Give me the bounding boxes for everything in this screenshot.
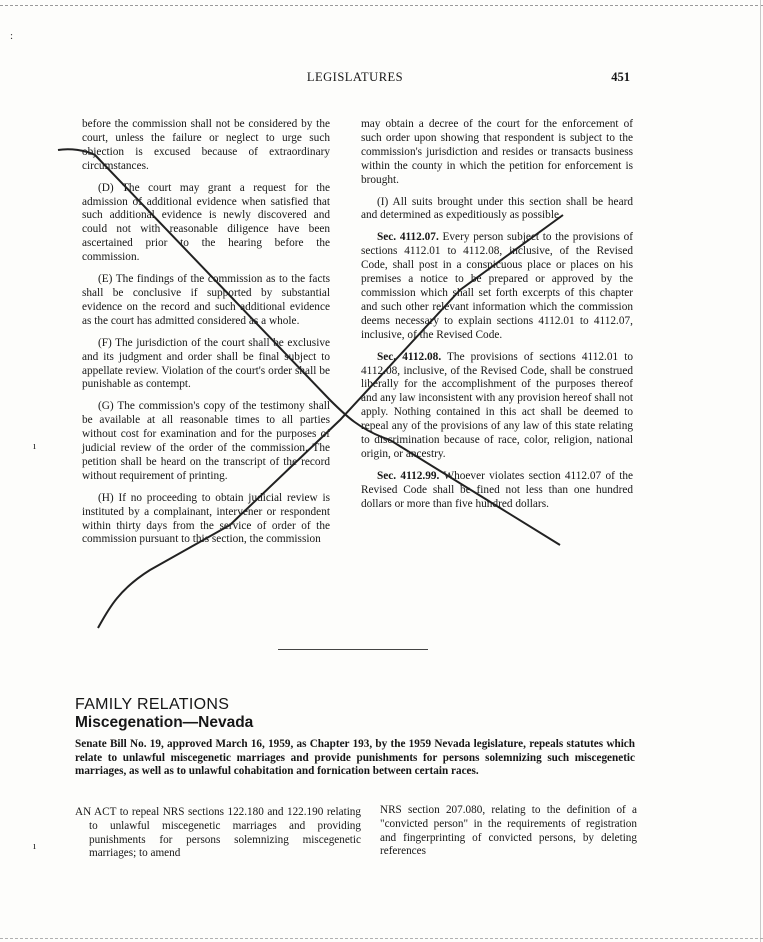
paragraph: (H) If no proceeding to obtain judicial review is instituted by a complainant, intervener or respondent within thirty days from the service of order of the commission pursuant to this section, the commission — [82, 491, 330, 546]
section-text: Every person subject to the provisions of sections 4112.01 to 4112.08, inclusive, of the Revised Code, shall post in a conspicuous place or places on his premises a notice to be prepared or approved by the commission which shall set forth excerpts of this chapter and such other relevant information which the commission deems necessary to explain sections 4112.01 to 4112.07, inclusive, of the Revised Code. — [361, 231, 634, 341]
paragraph: (F) The jurisdiction of the court shall be exclusive and its judgment and order shall be final subject to appellate review. Violation of the court's order shall be punishable as contempt. — [82, 336, 330, 391]
paragraph: (G) The commission's copy of the testimony shall be available at all reasonable times to all parties without cost for examination and for the purposes of judicial review of the order of the commission. The petition shall be heard on the transcript of the record without requirement of printing. — [82, 400, 330, 482]
paragraph: (I) All suits brought under this section shall be heard and determined as expeditiously as possible. — [361, 195, 633, 222]
section-text: Whoever violates section 4112.07 of the Revised Code shall be fined not less than one hundred dollars or more than five hundred dollars. — [361, 469, 633, 510]
paragraph: (D) The court may grant a request for the admission of additional evidence when satisfied that such additional evidence is newly discovered and could not with reasonable diligence have been ascertained prior to the hearing before the commission. — [82, 181, 330, 264]
act-text-left: AN ACT to repeal NRS sections 122.180 and 122.190 relating to unlawful miscegenetic marriages and providing punishments for persons solemnizing miscegenetic marriages; to amend — [75, 806, 361, 860]
scan-mark: : — [10, 30, 14, 42]
section-divider — [278, 649, 428, 650]
act-text-right: NRS section 207.080, relating to the definition of a "convicted person" in the requirements of registration and fingerprinting of convicted persons, by deleting references — [380, 804, 637, 858]
section-label: Sec. 4112.99. — [377, 469, 440, 482]
bill-summary: Senate Bill No. 19, approved March 16, 1959, as Chapter 193, by the 1959 Nevada legislature, repeals statutes which relate to unlawful miscegenetic marriages and provide punishments for persons solemnizing such miscegenetic marriages, as well as to unlawful cohabitation and fornication between certain races. — [75, 738, 635, 778]
section-label: Sec. 4112.07. — [377, 231, 439, 244]
strike-line-b — [98, 215, 563, 628]
paragraph: may obtain a decree of the court for the enforcement of such order upon showing that respondent is subject to the commission's jurisdiction and resides or transacts business within the county in which the petition for enforcement is brought. — [361, 118, 633, 186]
topic-heading: FAMILY RELATIONS — [75, 696, 230, 713]
scan-mark: ı — [33, 840, 37, 852]
paragraph: (E) The findings of the commission as to the facts shall be conclusive if supported by substantial evidence on the record and such additional evidence as the court has admitted considered as a whole. — [82, 273, 330, 327]
section-text: The provisions of sections 4112.01 to 4112.08, inclusive, of the Revised Code, shall be construed liberally for the accomplishment of the purposes thereof and any law inconsistent with any provision hereof shall not apply. Nothing contained in this act shall be deemed to repeal any of the provisions of any law of this state relating to discrimination because of race, color, religion, national origin, or ancestry. — [361, 350, 634, 460]
paragraph: before the commission shall not be considered by the court, unless the failure or neglect to urge such objection is excused because of extraordinary circumstances. — [82, 118, 330, 172]
scan-mark: ı — [33, 440, 37, 452]
section-label: Sec. 4112.08. — [377, 350, 442, 363]
running-head-title: LEGISLATURES — [306, 70, 404, 84]
topic-subheading: Miscegenation—Nevada — [75, 714, 254, 731]
page-number: 451 — [611, 70, 630, 84]
strike-line-a — [58, 149, 560, 545]
